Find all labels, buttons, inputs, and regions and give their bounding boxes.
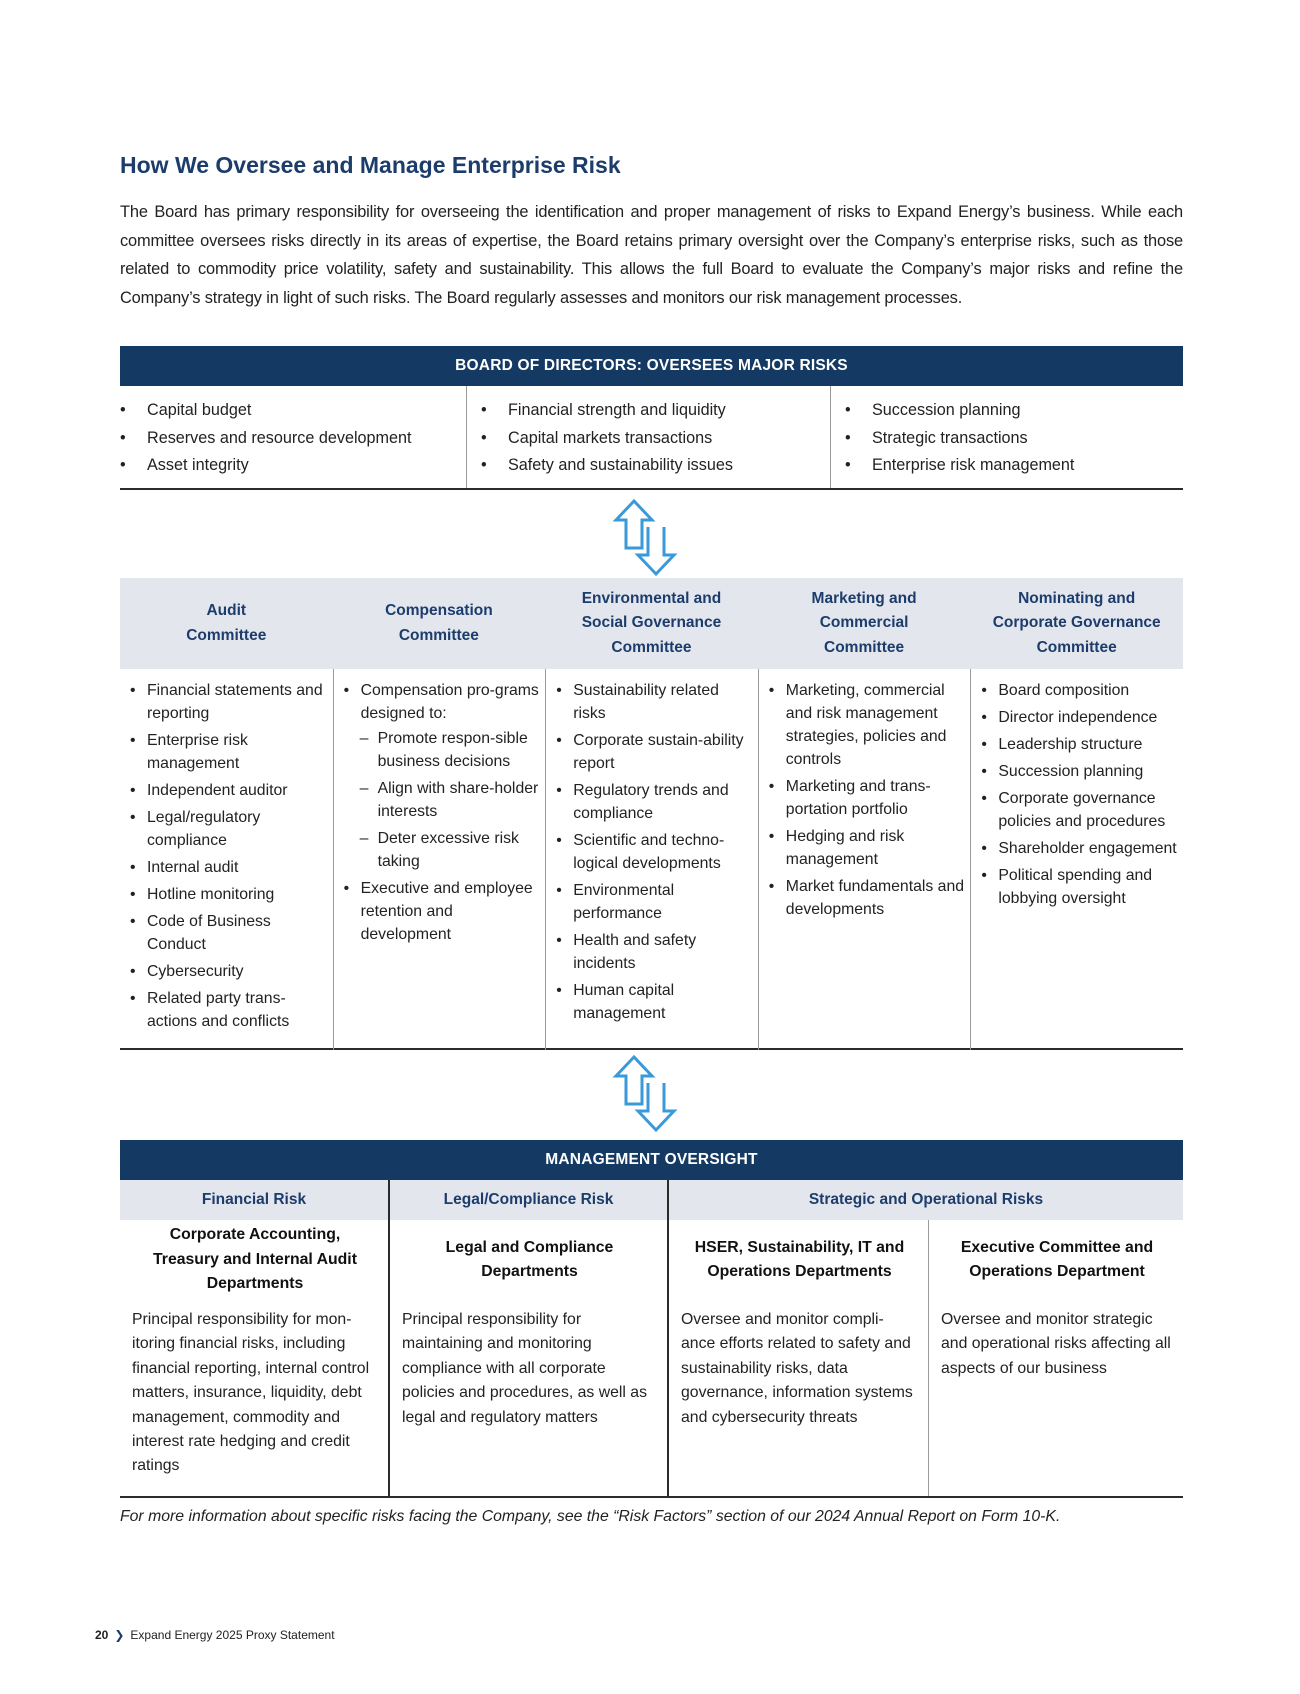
list-item: • Regulatory trends and compliance (556, 779, 754, 825)
committee-risk-list (556, 679, 754, 1025)
list-item: • Environmental performance (556, 879, 754, 925)
board-column (467, 386, 831, 488)
list-item: • Sustainability related risks (556, 679, 754, 725)
list-item: • Scientific and techno-logical developments (556, 829, 754, 875)
management-columns (120, 1220, 1183, 1498)
committee-column-nominating (970, 669, 1183, 1050)
board-risk-list (845, 397, 1183, 480)
list-subitem: – Align with share-holder interests (344, 777, 542, 823)
committee-name-audit: Audit Committee (186, 602, 267, 644)
list-item: • Succession planning (981, 760, 1179, 783)
board-header: BOARD OF DIRECTORS: OVERSEES MAJOR RISKS (120, 346, 1183, 386)
list-item: • Safety and sustainability issues (481, 452, 830, 480)
list-item: • Compensation pro-grams designed to: (344, 679, 542, 725)
list-item: • Hotline monitoring (130, 883, 329, 906)
department-heading: Corporate Accounting, Treasury and Internal Audit Departments (153, 1226, 357, 1293)
list-item: • Human capital management (556, 979, 754, 1025)
management-column (929, 1220, 1183, 1496)
list-subitem: – Deter excessive risk taking (344, 827, 542, 873)
list-item: • Enterprise risk management (845, 452, 1183, 480)
page-footer (95, 1628, 335, 1642)
committee-risk-list (344, 679, 542, 946)
list-item: • Board composition (981, 679, 1179, 702)
list-item: • Executive and employee retention and development (344, 877, 542, 946)
committee-name-esg: Environmental and Social Governance Committee (581, 589, 722, 656)
list-item: • Legal/regulatory compliance (130, 806, 329, 852)
list-item: • Strategic transactions (845, 425, 1183, 453)
list-item: • Independent auditor (130, 779, 329, 802)
list-item: • Marketing, commercial and risk management strategies, policies and controls (769, 679, 967, 771)
list-item: • Marketing and trans-portation portfolio (769, 775, 967, 821)
board-column (831, 386, 1183, 488)
board-column (120, 386, 467, 488)
chevron-right-icon: ❯ (114, 1628, 125, 1642)
committee-bodies (120, 669, 1183, 1050)
committee-column-compensation (333, 669, 546, 1050)
category-strategic-operational-risks: Strategic and Operational Risks (808, 1191, 1044, 1208)
committee-column-audit (120, 669, 333, 1050)
department-description: Oversee and monitor strategic and operational risks affecting all aspects of our business (941, 1311, 1171, 1377)
list-item: • Political spending and lobbying oversight (981, 864, 1179, 910)
list-item: • Director independence (981, 706, 1179, 729)
list-item: • Cybersecurity (130, 960, 329, 983)
category-legal-compliance-risk: Legal/Compliance Risk (390, 1180, 669, 1220)
department-description: Principal responsibility for maintaining and monitoring compliance with all corporate policies and procedures, as well as legal and regulatory matters (402, 1311, 647, 1426)
list-item: • Asset integrity (120, 452, 466, 480)
department-description: Oversee and monitor compli-ance efforts related to safety and sustainability risks, data governance, information systems and cybersecurity threats (681, 1311, 913, 1426)
list-item: • Reserves and resource development (120, 425, 466, 453)
list-item: • Succession planning (845, 397, 1183, 425)
department-description: Principal responsibility for mon-itoring financial risks, including financial reporting, internal control matters, insurance, liquidity, debt management, commodity and interest rate hedging and credit ratings (132, 1311, 370, 1475)
committee-headers (120, 578, 1183, 669)
intro-paragraph: The Board has primary responsibility for overseeing the identification and proper management of risks to Expand Energy’s business. While each committee oversees risks directly in its areas of expertise, the Board retains primary oversight over the Company’s enterprise risks, such as those related to commodity price volatility, safety and sustainability. This allows the full Board to evaluate the Company’s major risks and refine the Company’s strategy in light of such risks. The Board regularly assesses and monitors our risk management processes. (120, 203, 1183, 307)
list-item: • Financial strength and liquidity (481, 397, 830, 425)
department-heading: HSER, Sustainability, IT and Operations Departments (694, 1238, 905, 1280)
management-column (390, 1220, 669, 1496)
committee-risk-list (981, 679, 1179, 910)
board-risk-list (120, 397, 466, 480)
list-item: • Leadership structure (981, 733, 1179, 756)
committee-name-compensation: Compensation Committee (385, 602, 493, 644)
page-title: How We Oversee and Manage Enterprise Risk (120, 152, 621, 178)
list-item: • Corporate sustain-ability report (556, 729, 754, 775)
list-item: • Enterprise risk management (130, 729, 329, 775)
department-heading: Legal and Compliance Departments (445, 1238, 614, 1280)
committee-column-esg (545, 669, 758, 1050)
list-item: • Corporate governance policies and procedures (981, 787, 1179, 833)
committees-section (120, 578, 1183, 1050)
list-item: • Hedging and risk management (769, 825, 967, 871)
committee-risk-list (130, 679, 329, 1033)
list-item: • Code of Business Conduct (130, 910, 329, 956)
list-item: • Market fundamentals and developments (769, 875, 967, 921)
bidirectional-arrows-icon (609, 1053, 689, 1133)
committee-risk-list (769, 679, 967, 921)
list-item: • Capital markets transactions (481, 425, 830, 453)
list-item: • Internal audit (130, 856, 329, 879)
department-heading: Executive Committee and Operations Department (960, 1238, 1154, 1280)
management-column (669, 1220, 929, 1496)
list-item: • Capital budget (120, 397, 466, 425)
management-header: MANAGEMENT OVERSIGHT (120, 1140, 1183, 1180)
footnote: For more information about specific risks facing the Company, see the “Risk Factors” section of our 2024 Annual Report on Form 10-K. (120, 1508, 1061, 1525)
list-item: • Health and safety incidents (556, 929, 754, 975)
board-risks (120, 386, 1183, 490)
list-item: • Financial statements and reporting (130, 679, 329, 725)
document-title: Expand Energy 2025 Proxy Statement (130, 1628, 335, 1642)
list-item: • Shareholder engagement (981, 837, 1179, 860)
list-subitem: – Promote respon-sible business decisions (344, 727, 542, 773)
category-financial-risk: Financial Risk (120, 1180, 390, 1220)
board-risk-list (481, 397, 830, 480)
management-column (120, 1220, 390, 1496)
management-categories (120, 1180, 1183, 1220)
committee-column-marketing (758, 669, 971, 1050)
page-number: 20 (95, 1628, 109, 1642)
committee-name-nominating: Nominating and Corporate Governance Committee (992, 589, 1161, 656)
list-item: • Related party trans-actions and conflicts (130, 987, 329, 1033)
bidirectional-arrows-icon (609, 497, 689, 577)
committee-name-marketing: Marketing and Commercial Committee (811, 589, 917, 656)
